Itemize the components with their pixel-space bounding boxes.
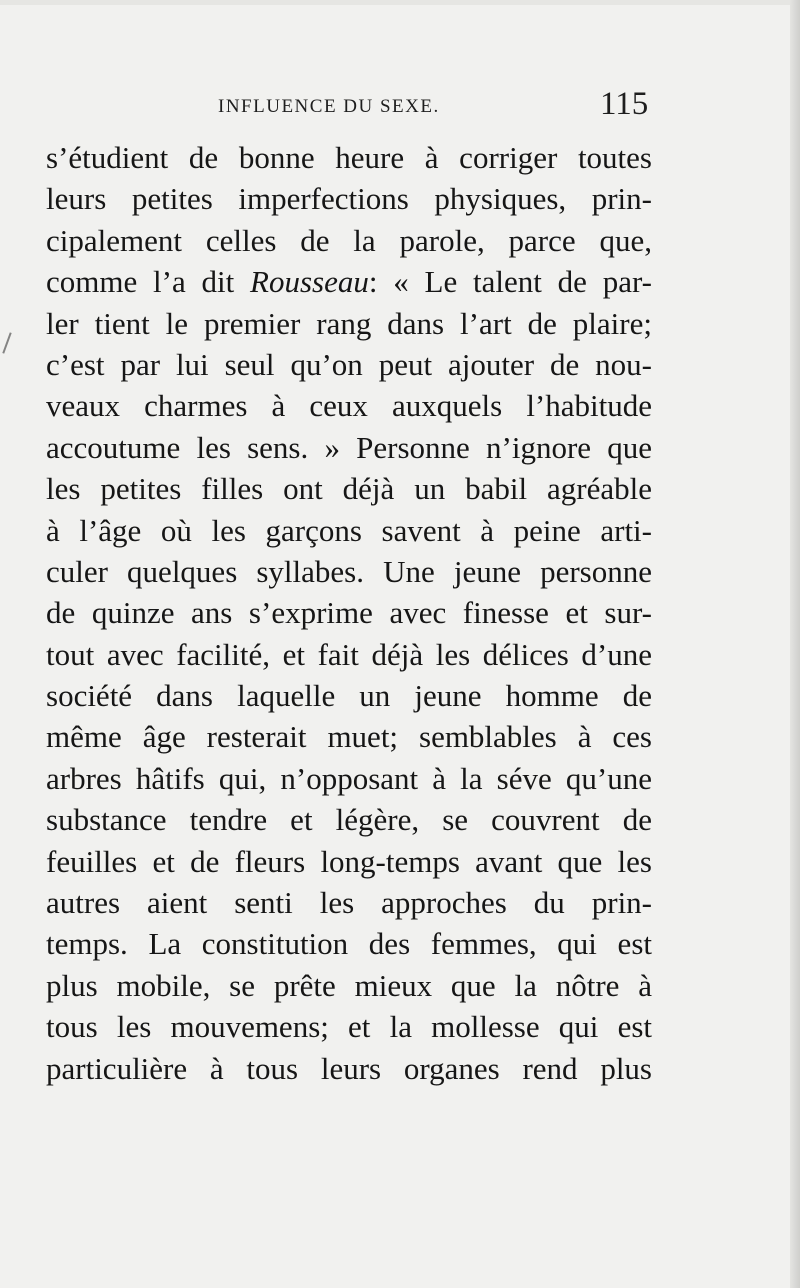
running-title: INFLUENCE DU SEXE. <box>218 96 440 117</box>
text-line: feuilles et de fleurs long-temps avant que les <box>46 843 652 879</box>
italic-name: Rousseau <box>250 264 369 300</box>
text-line: ler tient le premier rang dans l’art de plaire; <box>46 305 652 341</box>
stray-ink-mark <box>2 332 11 353</box>
text-line: autres aient senti les approches du prin- <box>46 885 652 921</box>
text-line: substance tendre et légère, se couvrent de <box>46 802 652 838</box>
text-line: s’étudient de bonne heure à corriger toutes <box>46 140 652 175</box>
text-line: tous les mouvemens; et la mollesse qui est <box>46 1009 652 1045</box>
text-line: c’est par lui seul qu’on peut ajouter de nou- <box>46 346 652 382</box>
text-line: tout avec facilité, et fait déjà les délices d’une <box>46 636 652 672</box>
text-line: veaux charmes à ceux auxquels l’habitude <box>46 388 652 424</box>
text-line: de quinze ans s’exprime avec finesse et sur- <box>46 595 652 631</box>
text-line <box>46 261 652 302</box>
text-line: particulière à tous leurs organes rend plus <box>46 1050 652 1086</box>
text-line: les petites filles ont déjà un babil agréable <box>46 471 652 507</box>
text-line: leurs petites imperfections physiques, prin- <box>46 181 652 217</box>
text-line: temps. La constitution des femmes, qui est <box>46 926 652 962</box>
text-line: accoutume les sens. » Personne n’ignore que <box>46 429 652 465</box>
page-right-edge <box>790 0 800 1288</box>
running-head <box>0 86 800 130</box>
text-line: société dans laquelle un jeune homme de <box>46 678 652 714</box>
text-line: même âge resterait muet; semblables à ces <box>46 719 652 755</box>
text-line: cipalement celles de la parole, parce que, <box>46 222 652 258</box>
page-number: 115 <box>600 86 649 122</box>
text-line: plus mobile, se prête mieux que la nôtre à <box>46 967 652 1003</box>
page-top-edge <box>0 0 800 5</box>
text-line: à l’âge où les garçons savent à peine arti- <box>46 512 652 548</box>
text-segment: : « Le talent de par- <box>368 264 652 300</box>
text-line: arbres hâtifs qui, n’opposant à la séve qu’une <box>46 760 652 796</box>
text-segment: comme l’a dit <box>46 264 251 300</box>
body-text <box>46 137 652 1089</box>
text-line: culer quelques syllabes. Une jeune personne <box>46 553 652 589</box>
